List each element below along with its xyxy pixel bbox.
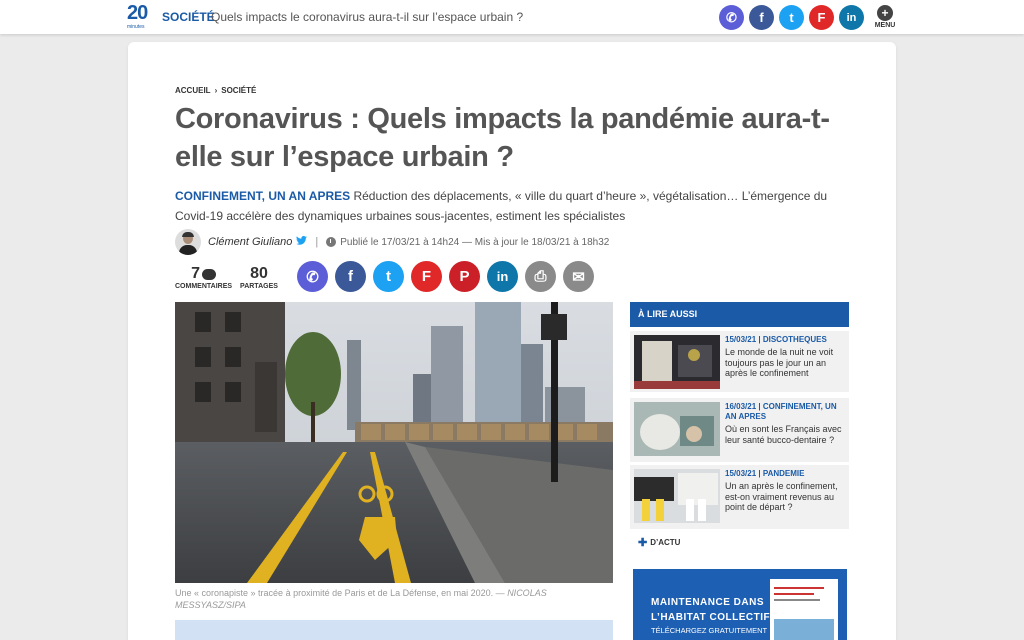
plus-icon: ✚ [638, 537, 648, 549]
plus-icon: + [877, 5, 893, 21]
logo-number: 20 [127, 2, 148, 24]
image-credit: NICOLAS MESSYASZ/SIPA [175, 588, 547, 610]
related-article-title[interactable]: Où en sont les Français avec leur santé bucco-dentaire ? [725, 424, 842, 445]
comment-bubble-icon [202, 269, 216, 280]
related-article[interactable] [630, 398, 849, 462]
author-divider: | [315, 236, 319, 248]
breadcrumb-home[interactable]: ACCUEIL [175, 86, 211, 95]
comments-count[interactable] [175, 265, 232, 290]
twitter-icon[interactable]: t [779, 5, 804, 30]
print-icon[interactable]: ⎙ [525, 261, 556, 292]
author-avatar[interactable] [175, 229, 201, 255]
flipboard-icon[interactable]: F [809, 5, 834, 30]
engagement-counts [175, 265, 278, 290]
ad-document-image [770, 579, 838, 640]
more-news-link[interactable] [638, 536, 680, 549]
related-article-thumbnail[interactable] [634, 335, 720, 389]
related-article[interactable] [630, 331, 849, 392]
article-lead [175, 186, 865, 226]
menu-button[interactable] [872, 5, 898, 29]
related-article-meta: 16/03/21 | CONFINEMENT, UN AN APRES [725, 402, 837, 421]
article-headline: Coronavirus : Quels impacts la pandémie aura-t-elle sur l’espace urbain ? [175, 103, 830, 173]
related-article-thumbnail[interactable] [634, 469, 720, 523]
related-article-thumbnail[interactable] [634, 402, 720, 456]
facebook-icon[interactable]: f [749, 5, 774, 30]
related-article-meta: 15/03/21 | PANDEMIE [725, 469, 805, 478]
ad-subtitle: TÉLÉCHARGEZ GRATUITEMENT [651, 626, 768, 635]
related-article-meta: 15/03/21 | DISCOTHEQUES [725, 335, 827, 344]
shares-number: 80 [250, 265, 268, 282]
promo-box [175, 620, 613, 640]
site-logo[interactable] [127, 4, 155, 30]
linkedin-icon[interactable]: in [839, 5, 864, 30]
author-name[interactable]: Clément Giuliano [208, 236, 293, 248]
breadcrumb-section[interactable]: SOCIÉTÉ [221, 86, 257, 95]
messenger-icon[interactable]: ✆ [297, 261, 328, 292]
chevron-right-icon: › [214, 86, 218, 95]
clock-icon [326, 237, 336, 247]
messenger-icon[interactable]: ✆ [719, 5, 744, 30]
twitter-bird-icon[interactable] [296, 236, 307, 248]
comments-number: 7 [191, 265, 200, 282]
related-article-title[interactable]: Le monde de la nuit ne voit toujours pas le jour un an après le confinement [725, 347, 834, 378]
twitter-icon[interactable]: t [373, 261, 404, 292]
top-bar-section-link[interactable]: SOCIÉTÉ [162, 10, 215, 24]
image-caption: Une « coronapiste » tracée à proximité de Paris et de La Défense, en mai 2020. — NICOLAS MESSYASZ/SIPA [175, 588, 547, 610]
article-main-image[interactable] [175, 302, 613, 583]
pinterest-icon[interactable]: P [449, 261, 480, 292]
facebook-icon[interactable]: f [335, 261, 366, 292]
flipboard-icon[interactable]: F [411, 261, 442, 292]
article-share-bar [297, 261, 594, 292]
related-article[interactable] [630, 465, 849, 529]
shares-count [240, 265, 278, 290]
author-line [175, 229, 609, 255]
breadcrumb [175, 86, 256, 95]
comments-label: COMMENTAIRES [175, 283, 233, 290]
shares-label: PARTAGES [240, 283, 278, 290]
logo-subtitle: minutes [127, 24, 145, 30]
top-bar-title: Quels impacts le coronavirus aura-t-il sur l’espace urbain ? [211, 10, 524, 24]
publish-dates: Publié le 17/03/21 à 14h24 — Mis à jour le 18/03/21 à 18h32 [340, 236, 610, 248]
more-news-label: D’ACTU [650, 538, 681, 547]
top-share-bar [719, 5, 864, 30]
article-kicker[interactable]: CONFINEMENT, UN AN APRES [175, 189, 351, 203]
ad-title: MAINTENANCE DANS L’HABITAT COLLECTIF [651, 597, 771, 623]
top-bar [0, 0, 1024, 34]
related-article-title[interactable]: Un an après le confinement, est-on vraiment revenus au point de départ ? [725, 481, 838, 512]
linkedin-icon[interactable]: in [487, 261, 518, 292]
article-lead-text: Réduction des déplacements, « ville du quart d’heure », végétalisation… L’émergence du Covid-19 accélère des dynamiques urbaines sous-jacentes, estiment les spécialistes [175, 189, 828, 223]
ad-banner[interactable] [633, 569, 847, 640]
menu-label: MENU [874, 22, 896, 29]
email-icon[interactable]: ✉ [563, 261, 594, 292]
sidebar-header: À LIRE AUSSI [630, 302, 849, 327]
